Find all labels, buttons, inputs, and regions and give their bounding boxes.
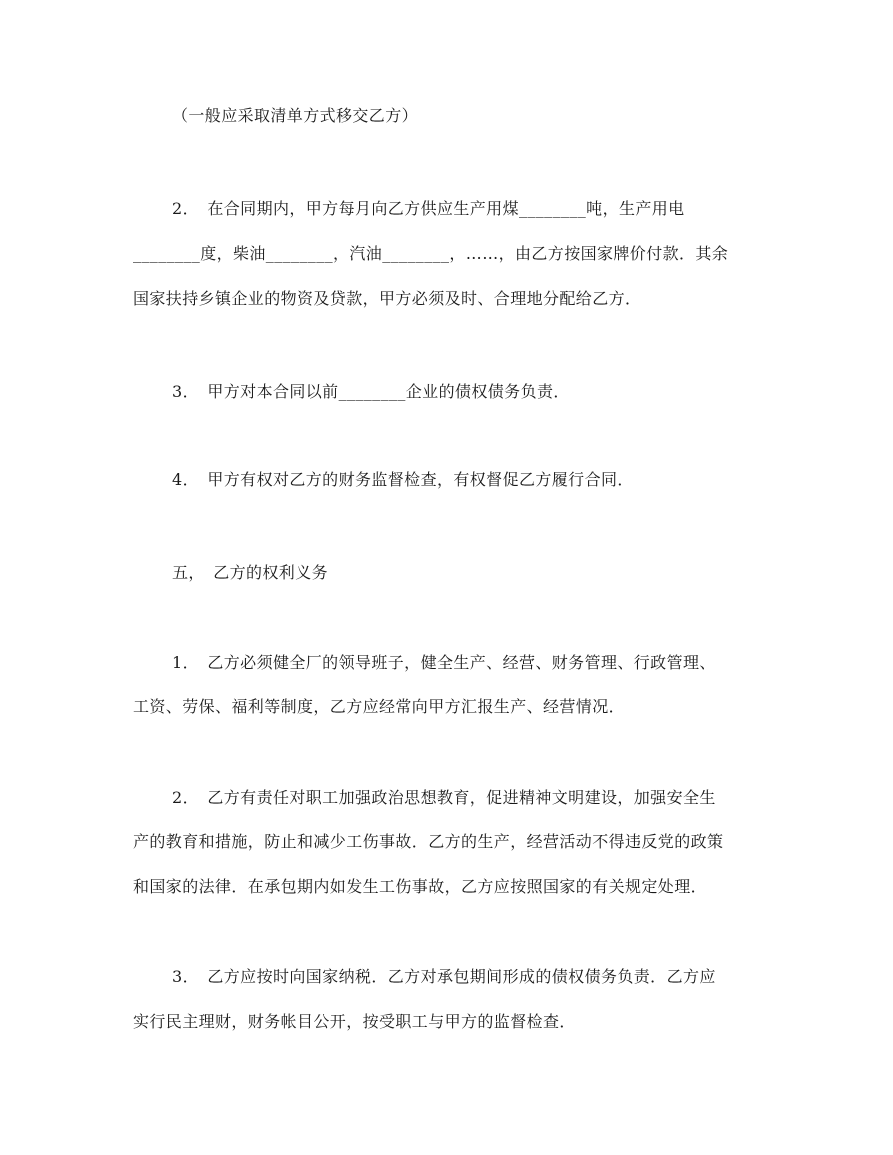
clause-2-line-1: 2． 在合同期内，甲方每月向乙方供应生产用煤________吨，生产用电 bbox=[172, 199, 685, 218]
clause-2-line-2: ________度，柴油________，汽油________，……，由乙方按国家牌价付款．其余 bbox=[133, 244, 729, 263]
section-5-clause-1-line-1: 1． 乙方必须健全厂的领导班子，健全生产、经营、财务管理、行政管理、 bbox=[172, 653, 716, 672]
paragraph-note-line: （一般应采取清单方式移交乙方） bbox=[172, 106, 419, 125]
section-5-clause-2-line-2: 产的教育和措施，防止和减少工伤事故．乙方的生产，经营活动不得违反党的政策 bbox=[133, 832, 724, 851]
clause-4-line-1: 4． 甲方有权对乙方的财务监督检查，有权督促乙方履行合同． bbox=[172, 470, 634, 489]
section-5-clause-2-line-1: 2． 乙方有责任对职工加强政治思想教育，促进精神文明建设，加强安全生 bbox=[172, 788, 716, 807]
clause-2-line-3: 国家扶持乡镇企业的物资及贷款，甲方必须及时、合理地分配给乙方． bbox=[133, 289, 642, 308]
section-5-clause-3-line-2: 实行民主理财，财务帐目公开，按受职工与甲方的监督检查． bbox=[133, 1012, 576, 1031]
section-5-clause-1-line-2: 工资、劳保、福利等制度，乙方应经常向甲方汇报生产、经营情况． bbox=[133, 697, 626, 716]
section-5-clause-2-line-3: 和国家的法律．在承包期内如发生工伤事故，乙方应按照国家的有关规定处理． bbox=[133, 877, 708, 896]
section-5-clause-3-line-1: 3． 乙方应按时向国家纳税．乙方对承包期间形成的债权债务负责．乙方应 bbox=[172, 967, 716, 986]
section-5-heading: 五， 乙方的权利义务 bbox=[172, 563, 329, 582]
clause-3-line-1: 3． 甲方对本合同以前________企业的债权债务负责． bbox=[172, 382, 570, 401]
